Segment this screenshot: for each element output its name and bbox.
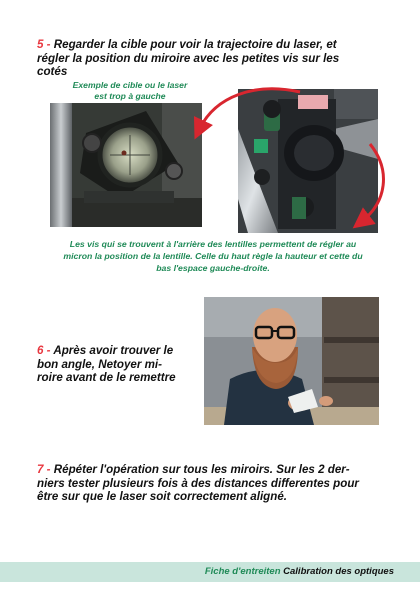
footer-title: Calibration des optiques: [283, 566, 394, 577]
cleaning-mirror-photo: [204, 297, 379, 425]
footer-label: Fiche d'entreiten: [204, 566, 281, 577]
screws-caption: [48, 238, 378, 274]
screws-caption-line-1: Les vis qui se trouvent à l'arrière des lentilles permettent de régler au: [69, 239, 357, 249]
step-6-number: 6 -: [37, 344, 51, 357]
step-6-text: [37, 344, 197, 385]
step-7-number: 7 -: [37, 463, 51, 476]
step-7-line-3: être sur que le laser soit correctement aligné.: [37, 490, 288, 503]
step-5-line-1: Regarder la cible pour voir la trajectoire du laser, et: [53, 38, 337, 51]
step-5-text: [37, 38, 387, 79]
curved-arrow-right-icon: [361, 144, 383, 222]
step-6-line-3: roire avant de le remettre: [37, 371, 176, 384]
step-5-number: 5 -: [37, 38, 51, 51]
screws-caption-line-3: bas l'espace gauche-droite.: [156, 263, 270, 273]
screws-caption-line-2: micron la position de la lentille. Celle du haut règle la hauteur et cette du: [63, 251, 363, 261]
target-caption-line-2: est trop à gauche: [94, 90, 166, 101]
step-6-line-2: bon angle, Netoyer mi-: [37, 357, 162, 371]
footer: [205, 566, 394, 577]
step-7-text: [37, 463, 387, 504]
laser-target-photo: [50, 103, 202, 227]
step-7-line-1: Répéter l'opération sur tous les miroirs. Sur les 2 der-: [53, 463, 350, 476]
step-6-line-1: Après avoir trouver le: [53, 344, 174, 357]
curved-arrow-left-icon: [199, 89, 300, 130]
step-7-line-2: niers tester plusieurs fois à des distances differentes pour: [37, 476, 359, 490]
step-5-line-2: régler la position du miroire avec les petites vis sur les: [37, 51, 340, 65]
cleaning-mirror-illustration: [204, 297, 379, 425]
target-caption-line-1: Exemple de cible ou le laser: [72, 80, 188, 90]
step-5-line-3: cotés: [37, 65, 68, 78]
laser-target-illustration: [50, 103, 202, 227]
target-caption: [60, 80, 200, 101]
adjustment-arrows: [195, 84, 420, 224]
